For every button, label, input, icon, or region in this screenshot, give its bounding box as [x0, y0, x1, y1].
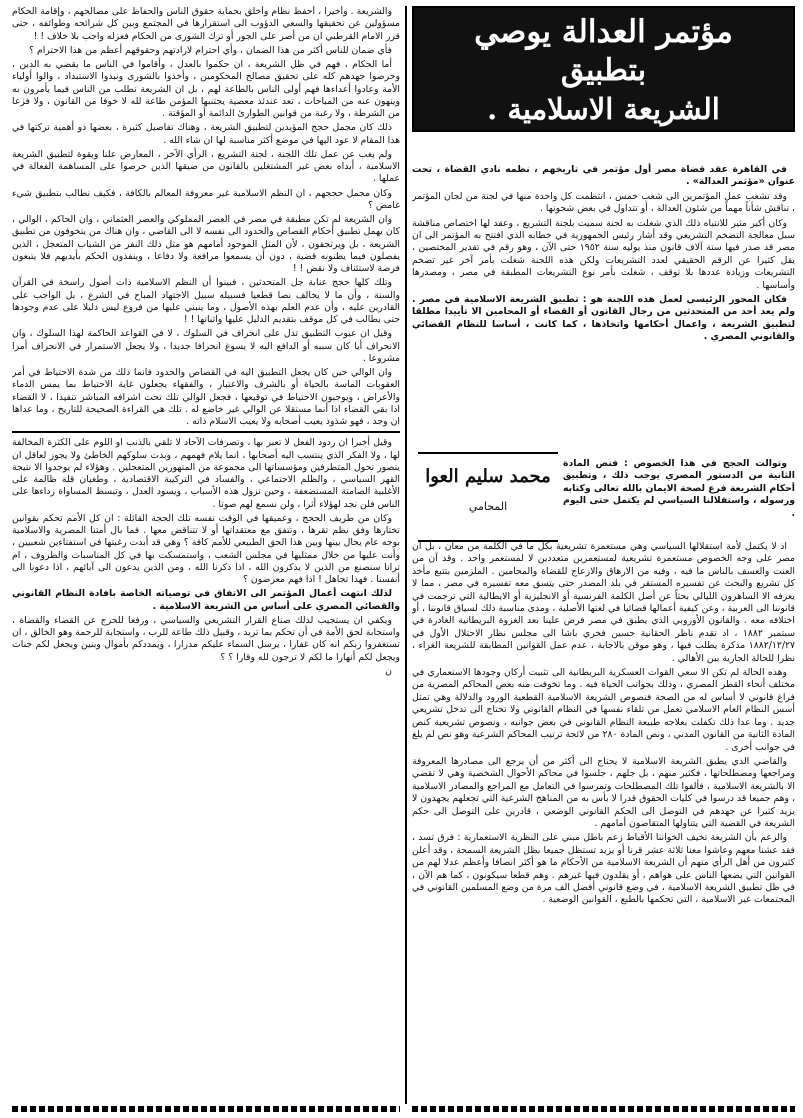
main-paragraph-1: اذ لا يكتمل لأمة استقلالها السياسي وهي مستعمرة تشريعية بكل ما في الكلمة من معان ، بل ان مصر على وجه الخصوص مستعمرة تشريعية لمستعمرين متعددين لا لمستعمر واحد . وقد آن من العنت والعسف بالناس ما فيه ، وفيه من الارهاق والازعاج للقضاة والمحامين . الملزمين بتتبع مأخذ كل تشريع والبحث عن تفسيره المستقر في بلد المصدر حتى يتسق معه تفسيره في مصر ، مما لا يعرفه الا الساهرون الليالي بحثاً عن أصل الكلمة الفرنسية أو الانجليزية أو الايطالية التي ترجمت في قانوننا الى العربية ، وعن كيفية أعمالها قضائيا في لغتها الأصلية ، ومدى مناسبة ذلك لسياق قانوننا ، أو اختلافه معه . والقانون الأوروبي الذي يطبق في مصر فرض علينا بعد الغزوة البريطانية الغادرة في سبتمبر ١٨٨٢ ، اذ تقدم ناظر الحقانية حسين فخري باشا الى مجلس نظار الاحتلال الأول في ١٨٨٢/١٢/٢٧ مذكرة يطلب فيها ، وهو موقن بالاجابة ، عدم عمل القوانين المطابقة للشريعة الغراء ، نظرا للحالة الجارية بين الأهالي .: [412, 541, 795, 664]
arguments-text: [563, 458, 795, 522]
section-separator: [12, 431, 400, 433]
headline-banner: [412, 6, 795, 132]
left-paragraph-9: وقيل ان عيوب التطبيق تدل على انحراف في السلوك ، لا في القواعد الحاكمة لهذا السلوك ، وان الانحراف أيا كان سببه أو الدافع اليه لا يسوغ انحرافا جديدا ، ولا يجعل الاستمرار في الانحراف أمرا مشروعا .: [12, 328, 400, 364]
intro-text: [412, 164, 795, 346]
arguments-paragraph: وتوالت الحجج في هذا الخصوص : فنص المادة الثانية من الدستور المصري يوجب ذلك ، وتطبيق أحكام الشريعة فرع لصحة الايمان بالله تعالى وكتابه ورسوله ، واستقلالنا السياسي لم يكتمل حتى اليوم .: [563, 458, 795, 519]
bottom-border-left: [12, 1106, 400, 1112]
intro-paragraph-2: وقد تشعب عمل المؤتمرين الى شعب خمس ، انتظمت كل واحدة منها في لجنة من لجان المؤتمر ، تناقش شأناً مهماً من شئون العدالة ، أو تتداول في بعض شجونها .: [412, 190, 795, 215]
left-paragraph-8: وتلك كلها حجج عنابة جل المتحدثين ، فبينوا أن النظم الاسلامية ذات أصول راسخة في القرآن والسنة ، وأن ما لا يخالف نصا قطعيا فسبيله سبيل الاجتهاد المباح في الشرع ، بل الواجب على القادرين عليه ، وأن عدم العلم بهذه الأصول ، وما ينبني عليها من فروع ليس دليلا على عدم وجودها حتى يطالب في كل موقف بتقديم الدليل عليها واثباتها ! !: [12, 277, 400, 325]
right-column: [412, 6, 795, 1101]
main-paragraph-2: وهذه الحالة لم تكن الا سعي القوات العسكرية البريطانية الى تثبيت أركان وجودها الاستعماري في مختلف أنحاء القطر المصري ، وذلك بجوانب الحياة فيه . وما تخوفت منه بعض المحاكم المصرية من فراغ قانوني لا أساس له من الصحة فنصوص الشريعة الاسلامية القطعية الورود والدلالة وهي تمثل أسس النظام العام الاسلامي تعمل من تلقاء نفسها في النظام القانوني ولا تحتاج الى تدخل تشريعي جديد . وما عدا ذلك تكفلت بعلاجه طبيعة النظام القانوني في بعض جوانبه ، ونصوص تشريعية كنص المادة الثانية من القانون المدني ، ونص المادة ٢٨٠ من لائحة ترتيب المحاكم الشرعية وهو نص لم يلغ في جوانب أخرى .: [412, 667, 795, 753]
headline-line-3: الشريعة الاسلامية .: [487, 92, 720, 126]
left-paragraph-13: لذلك انتهت أعمال المؤتمر الى الاتفاق في توصياته الخاصة بافادة النظام القانوني والقضائي المصري على أساس من الشريعة الاسلامية .: [12, 588, 400, 612]
left-paragraph-2: فأي ضمان للناس أكثر من هذا الضمان ، وأي احترام لارادتهم وحقوقهم أعظم من هذا الاحترام ؟: [29, 44, 392, 56]
left-paragraph-12: وكان من طريف الحجج ، وعميقها في الوقت نفسه تلك الحجة القائلة : ان كل الأمم تحكم بقوانين تختارها وفق نظم تقرها ، وتتفق مع معتقداتها أو لا تتناقض معها . فما بال أمتنا المصرية والاسلامية بوجه عام يحال بينها وبين هذا الحق الطبيعي للأمم كافة ؟ وهي قد أبدت رغبتها في استفتاءين شعبيين ، وأنت عليها من خلال ممثليها في مجلس الشعب ، واستمسكت بها في كل المناسبات والظروف ، ام ترانا سنصنع من الذين لا يذكرون الله ، اذا ذكرنا الله ، ومن الذين يدعون الى آبائهم ، اذا دعونا الى أنفسنا . فهذا تجاهل ! اذا فهم معرضون ؟: [12, 512, 400, 585]
author-byline: [418, 452, 558, 542]
column-divider: [405, 6, 407, 1104]
left-article-text: [12, 6, 400, 678]
main-paragraph-4: والزعم بأن الشريعة تخيف الخواننا الأقباط زعم باطل مبني على النظرية الاستعمارية : فرق تسد ، فقد عشنا معهم وعاشوا معنا ثلاثة عشر قرنا أو يزيد تستظل جميعا بظل الشريعة السمحة ، وقد أعلن كثيرون من أهل الرأي منهم أن الشريعة الاسلامية من الأحكام ما هو أكثر انصافا وأعظم عدلا لهم من القوانين التي يضعها الناس على هواهم ، أو يقلدون فيها غيرهم . وهم قطعا سيكونون ، كما هم الآن ، في ظل تطبيق الشريعة الاسلامية ، في وضع قانوني أفضل الف مرة من وضع المسلمين القانوني في المجتمعات غير الاسلامية ، التي تحكمها بالطبع ، القوانين الوضعية .: [412, 832, 795, 906]
bottom-border-right: [412, 1106, 795, 1112]
left-paragraph-4: ذلك كان مجمل حجج المؤيدين لتطبيق الشريعة ، وهناك تفاصيل كثيرة ، بعضها ذو أهمية تركتها في هذا المقام لا عود اليها في موضع أكثر مناسبة لها ان شاء الله .: [12, 122, 400, 146]
left-paragraph-11: وقيل أخيرا ان ردود الفعل لا تعبر بها ، وتصرفات الآحاد لا تلقي بالذنب او اللوم على الكثرة المخالفة لها ، ولا الفكر الذي ينتسب اليه أصحابها ، انما يلام فهمهم ، وبدت سلوكهم الخاطئ ولا يجوز لعاقل ان يتصور تحول المتطرفين ومؤسساتها الى مجموعة من المتهورين المتعجلين . وهؤلاء لم يوجدوا الا نتيجة القهر السياسي ، والظلم الاجتماعي ، والفساد في التركيبة الاقتصادية ، وطغيان قلة ظالمة على الأغلبية الصامتة المستضعفة ، وحين تزول هذه الأسباب ، ويسود العدل ، وتبسط المساواة رداءها على الناس فلن نجد لهؤلاء أثرا ، ولن نسمع لهم صوتا .: [12, 437, 400, 510]
main-article-text: [412, 541, 795, 909]
left-end-sign: ن: [385, 665, 392, 677]
author-name: محمد سليم العوا: [425, 466, 551, 487]
left-paragraph-10: وان الوالي حين كان يجعل التطبيق اليه في القصاص والحدود فانما ذلك من شدة الاحتياط في أمر العقوبات الماسة بالحياة أو بالشرف والاعتبار ، والفقهاء يجعلون غاية الاحتياط بما يمس الدماء والأعراض ، ويوجبون الاحتياط في توقيعها ، فجعل الوالي تلك تحت اشرافه المباشر تنفيذا ، لا القضاء اذا بقي القضاء اذا أنما مستقلا عن الوالي غير خاضع له . تلك هي القراءة الصحيحة للتاريخ ، وما عداها ان وجد ، فهو شذوذ يعيب أصحابه ولا يعيب الاسلام ذاته .: [12, 367, 400, 427]
left-column: [12, 6, 400, 1101]
left-paragraph-14: ويكفي ان يستجيب لذلك صناع القرار التشريعي والسياسي ، ورفعا للحرج عن القضاء والقضاة ، واستجابة لحق الأمة في أن تحكم بما تريد ، وقبيل ذلك طاعة للرب ، واستجابة للرحمة وهو الخالق ، ان تستغفروا ربكم انه كان غفارا ، يرسل السماء عليكم مدرارا ، ويمددكم بأموال وبنين ويجعل لكم جنات ويجعل لكم أنهارا ما لكم لا ترجون لله وقارا ؟ ؟: [12, 614, 400, 663]
left-paragraph-1: والشريعة . وأخيرا ، أحفظ نظام وأخلق بحماية حقوق الناس والحفاظ على مصالحهم ، وإقامة الحكام مسؤولين عن تحقيقها والسعي الدؤوب الى استقرارها في المجتمع وبين كل شرائحه وطوائفه ، حتى قرر الامام القرطبي ان من أصر على الجور أو ترك الشورى من الحكام فعزله واجب بلا خلاف ! !: [12, 6, 400, 42]
left-paragraph-7: وان الشريعة لم تكن مطبقة في مصر في العصر المملوكي والعصر العثماني ، وان الحاكم ، الوالي ، كان يهمل تطبيق أحكام القصاص والحدود الى نفسه لا الى القاضي ، وان هناك من يتخوفون من تطبيق الشريعة ، بل ويرتجفون ، لأن المثل الموجود أمامهم هو مثل ذلك النفر من الشباب المتعجل ، الذين يفصلون فيما يظنونه قضية ، دون أن يسمعوا مرافعة ولا دفاعا ، وينفذون الحكم بأيديهم فلا يتبعون فرصة لاستئناف ولا نقض ! !: [12, 214, 400, 274]
author-title: المحامي: [468, 500, 508, 513]
intro-paragraph-4: فكان المحور الرئيسي لعمل هذه اللجنة هو : تطبيق الشريعة الاسلامية في مصر . ولم يعد أحد من المتحدثين من رجال القانون أو القضاء أو المحامين الا تأييدا مطلقا لتطبيق الشريعة ، واعمال أحكامها واتخاذها ، كما كانت ، أساسا للنظام القضائي والقانوني المصري .: [412, 294, 795, 343]
left-paragraph-3: أما الحكام ، فهم في ظل الشريعة ، ان حكموا بالعدل ، وأقاموا في الناس ما يقضي به الدين ، وحرصوا جهدهم كله على تحقيق مصالح المحكومين ، وأخذوا بالشورى ونبذوا الاستبداد ، والوا أولياء الأمة وعادوا أعداءها فهم أولى الناس بالطاعة لهم ، بل ان الشريعة تطلب من الناس فيما يأمرون به وينهون عنه من المباحات ، تعد عندئذ معصية يجتنبها المؤمن طاعة لله لا خوفا من القانون ، ولا فزعا من الشرطة ، ولا رغبة من قوانين الطوارئ الدائمة أو المؤقتة .: [12, 59, 400, 119]
headline-line-2: بتطبيق: [560, 53, 647, 88]
intro-paragraph-3: وكان أكبر مثير للانتباه ذلك الذي شغلت به لجنة سميت بلجنة التشريع ، وعقد لها اختصاص مناقشة سبل معالجة التضخم التشريعي وقد أشار رئيس الجمهورية في خطابه الذي افتتح به المؤتمر الى ان مصر قد صدر فيها ستة آلاف قانون منذ يوليه سنة ١٩٥٢ حتى الآن ، وهو رقم في تقدير المختصين ، يقل كثيرا عن الرقم الحقيقي لعدد التشريعات ولكن هذه اللجنة شغلت بأمر آخر غير تضخم التشريعات وزيادة عددها بلا توقف ، شغلت بأمر نوع التشريعات المطبقة في مصر ، ومصدرها وأساسها .: [412, 217, 795, 291]
headline-line-1: مؤتمر العدالة يوصي: [474, 14, 733, 50]
left-paragraph-6: وكان مجمل حججهم ، ان النظم الاسلامية غير معروفة المعالم بالكافة ، فكيف نطالب بتطبيق شيء غامض ؟: [12, 187, 400, 211]
left-paragraph-5: ولم يغب عن عمل تلك اللجنة ، لجنة التشريع ، الرأي الآخر ، المعارض علنا وبقوة لتطبيق الشريعة الاسلامية ، أبداه بعض غير المشتغلين بالقانون من ضيقها الذين حرصوا على المساهمة الفعالة في عملها .: [12, 148, 400, 185]
intro-paragraph-1: في القاهرة عقد قضاة مصر أول مؤتمر في تاريخهم ، نظمه نادي القضاة ، تحت عنوان «مؤتمر العدالة» .: [412, 164, 795, 188]
main-paragraph-3: والقاضي الذي يطبق الشريعة الاسلامية لا يحتاج الى أكثر من أن يرجع الى مصادرها المعروفة ومراجعها ومصطلحاتها ، فكثير منهم ، بل جلهم ، جلسوا في محاكم الأحوال الشخصية وهي لا تقضي الا بالشريعة الاسلامية ، فألفوا تلك المصطلحات وتمرسوا في التعامل مع المراجع والمصادر الاسلامية ، وهم جميعا قد درسوا في كليات الحقوق قدرا لا بأس به من المناهج الشرعية التي تجعلهم يجهدون لا يزيد كثيرا عن جهدهم في التوصل الى الحكم القانوني الوضعي ، قادرين على التوصل الى حكم الشريعة في القضية التي يتناولها المتقاضون أمامهم .: [412, 755, 795, 829]
